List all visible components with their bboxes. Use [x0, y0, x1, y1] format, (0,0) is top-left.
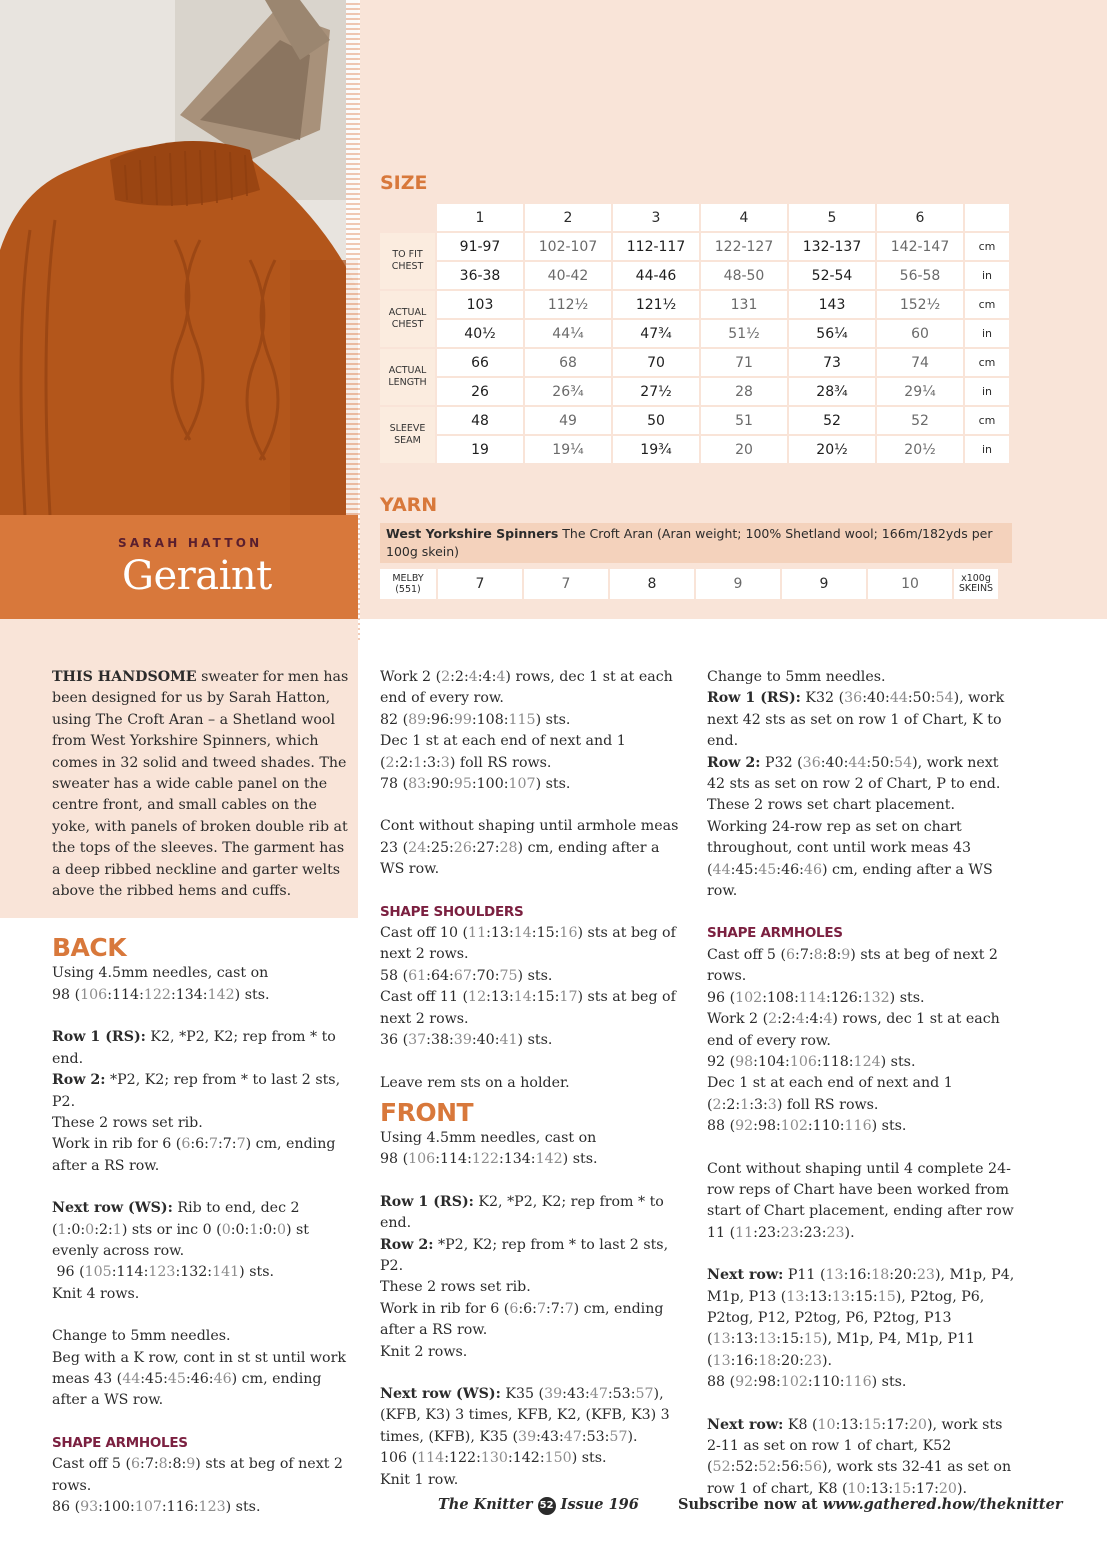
- unit-label: in: [965, 320, 1009, 347]
- size-value: 20: [701, 436, 787, 463]
- shape-shoulders-heading: SHAPE SHOULDERS: [380, 903, 524, 920]
- instruction: Change to 5mm needles. Beg with a K row, cont in st st until work meas 43 (44:45:45:46:46) cm, ending after a WS row.: [52, 1328, 346, 1409]
- instruction: Change to 5mm needles. Row 1 (RS): K32 (36:40:44:50:54), work next 42 sts as set on row 1 of Chart, K to end. Row 2: P32 (36:40:44:50:54), work next 42 sts as set on row 2 of Chart, P to end. These 2 rows set chart placement. Working 24-row rep as set on chart throughout, cont until work meas 43 (44:45:45:46:46) cm, ending after a WS row.: [707, 669, 1005, 900]
- instruction: Cast off 10 (11:13:14:15:16) sts at beg of next 2 rows. 58 (61:64:67:70:75) sts. Cast off 11 (12:13:14:15:17) sts at beg of next 2 rows. 36 (37:38:39:40:41) sts.: [380, 925, 676, 1049]
- front-heading: FRONT: [380, 1097, 474, 1127]
- unit-label: in: [965, 436, 1009, 463]
- shape-armholes-heading: SHAPE ARMHOLES: [52, 1434, 188, 1451]
- size-table: [378, 202, 1011, 465]
- instruction: Work 2 (2:2:4:4:4) rows, dec 1 st at each end of every row. 82 (89:96:99:108:115) sts. Dec 1 st at each end of next and 1 (2:2:1:3:3) foll RS rows. 78 (83:90:95:100:107) sts.: [380, 669, 673, 793]
- instruction: Cast off 5 (6:7:8:8:9) sts at beg of next 2 rows. 96 (102:108:114:126:132) sts. Work 2 (2:2:4:4:4) rows, dec 1 st at each end of every row. 92 (98:104:106:118:124) sts. Dec 1 st at each end of next and 1 (2:2:1:3:3) foll RS rows. 88 (92:98:102:110:116) sts.: [707, 946, 1000, 1135]
- instruction: Next row: P11 (13:16:18:20:23), M1p, P4, M1p, P13 (13:13:13:15:15), P2tog, P6, P2tog, P12, P2tog, P6, P2tog, P13 (13:13:13:15:15), M1p, P4, M1p, P11 (13:16:18:20:23). 88 (92:98:102:110:116) sts.: [707, 1267, 1015, 1391]
- yarn-heading: YARN: [380, 494, 438, 516]
- yarn-unit: x100g SKEINS: [954, 569, 998, 599]
- size-heading: SIZE: [380, 172, 428, 194]
- designer-name: SARAH HATTON: [118, 536, 263, 550]
- size-value: 143: [789, 291, 875, 318]
- size-value: 20½: [877, 436, 963, 463]
- magazine-name: The Knitter: [438, 1496, 533, 1513]
- size-value: 121½: [613, 291, 699, 318]
- subscribe-link[interactable]: www.gathered.how/theknitter: [822, 1496, 1063, 1513]
- size-value: 50: [613, 407, 699, 434]
- yarn-row: [380, 569, 998, 599]
- size-value: 51½: [701, 320, 787, 347]
- size-row: [380, 320, 1009, 347]
- size-row: [380, 349, 1009, 376]
- size-value: 29¼: [877, 378, 963, 405]
- size-value: 44¼: [525, 320, 611, 347]
- instruction: Cast off 5 (6:7:8:8:9) sts at beg of next 2 rows. 86 (93:100:107:116:123) sts.: [52, 1456, 343, 1515]
- size-number: 4: [701, 204, 787, 231]
- size-value: 74: [877, 349, 963, 376]
- size-value: 56-58: [877, 262, 963, 289]
- size-value: 112-117: [613, 233, 699, 260]
- size-value: 36-38: [437, 262, 523, 289]
- size-value: 44-46: [613, 262, 699, 289]
- size-value: 51: [701, 407, 787, 434]
- size-value: 71: [701, 349, 787, 376]
- instruction: Using 4.5mm needles, cast on 98 (106:114:122:134:142) sts.: [52, 965, 270, 1003]
- size-value: 27½: [613, 378, 699, 405]
- size-number: 3: [613, 204, 699, 231]
- size-value: 70: [613, 349, 699, 376]
- footer-magazine: [438, 1496, 639, 1515]
- size-value: 19¼: [525, 436, 611, 463]
- yarn-quantity: 10: [868, 569, 952, 599]
- yarn-quantity: 8: [610, 569, 694, 599]
- subscribe-text: Subscribe now at: [678, 1496, 823, 1513]
- size-value: 91-97: [437, 233, 523, 260]
- unit-label: cm: [965, 349, 1009, 376]
- size-value: 49: [525, 407, 611, 434]
- size-value: 142-147: [877, 233, 963, 260]
- size-value: 131: [701, 291, 787, 318]
- unit-label: cm: [965, 233, 1009, 260]
- size-value: 60: [877, 320, 963, 347]
- size-row: [380, 291, 1009, 318]
- measure-label: ACTUAL LENGTH: [380, 349, 435, 405]
- intro-paragraph: THIS HANDSOME sweater for men has been designed for us by Sarah Hatton, using The Croft Aran – a Shetland wool from West Yorkshire Spinners, which comes in 32 solid and tweed shades. The sweater has a wide cable panel on the centre front, and small cables on the yoke, with panels of broken double rib at the tops of the sleeves. The garment has a deep ribbed neckline and garter welts above the ribbed hems and cuffs.: [52, 669, 349, 900]
- size-number: 2: [525, 204, 611, 231]
- size-value: 56¼: [789, 320, 875, 347]
- footer-subscribe: [678, 1496, 1063, 1513]
- size-value: 26¾: [525, 378, 611, 405]
- size-value: 102-107: [525, 233, 611, 260]
- size-value: 52-54: [789, 262, 875, 289]
- yarn-quantity: 7: [438, 569, 522, 599]
- size-value: 19¾: [613, 436, 699, 463]
- size-value: 40-42: [525, 262, 611, 289]
- size-value: 28¾: [789, 378, 875, 405]
- instruction: Using 4.5mm needles, cast on 98 (106:114:122:134:142) sts.: [380, 1129, 598, 1168]
- yarn-quantity-table: [378, 567, 1000, 601]
- pattern-column-1: [52, 667, 352, 1518]
- measure-label: ACTUAL CHEST: [380, 291, 435, 347]
- instruction: Next row: K8 (10:13:15:17:20), work sts 2-11 as set on row 1 of chart, K52 (52:52:52:56:56), work sts 32-41 as set on row 1 of chart, K8 (10:13:15:17:20).: [707, 1416, 1012, 1497]
- shade-label: MELBY (551): [380, 569, 436, 599]
- pattern-column-3: [707, 667, 1017, 1500]
- size-value: 112½: [525, 291, 611, 318]
- yarn-details: The Croft Aran (Aran weight; 100% Shetland wool; 166m/182yds per 100g skein): [386, 526, 993, 559]
- yarn-quantity: 9: [782, 569, 866, 599]
- size-value: 47¾: [613, 320, 699, 347]
- yarn-brand: West Yorkshire Spinners: [386, 526, 559, 541]
- size-row: [380, 233, 1009, 260]
- measure-label: TO FIT CHEST: [380, 233, 435, 289]
- size-value: 52: [877, 407, 963, 434]
- size-row: [380, 378, 1009, 405]
- size-row: [380, 262, 1009, 289]
- size-value: 132-137: [789, 233, 875, 260]
- page-number: 52: [538, 1497, 556, 1515]
- measure-label: SLEEVE SEAM: [380, 407, 435, 463]
- yarn-quantity: 7: [524, 569, 608, 599]
- instruction: Cont without shaping until 4 complete 24-row reps of Chart have been worked from start of Chart placement, ending after row 11 (11:23:23:23:23).: [707, 1160, 1014, 1241]
- size-value: 152½: [877, 291, 963, 318]
- instruction: Leave rem sts on a holder.: [380, 1074, 570, 1091]
- size-number: 1: [437, 204, 523, 231]
- size-value: 122-127: [701, 233, 787, 260]
- size-value: 26: [437, 378, 523, 405]
- unit-label: in: [965, 378, 1009, 405]
- size-value: 40½: [437, 320, 523, 347]
- size-number: 6: [877, 204, 963, 231]
- unit-label: in: [965, 262, 1009, 289]
- yarn-quantity: 9: [696, 569, 780, 599]
- size-value: 68: [525, 349, 611, 376]
- size-value: 48: [437, 407, 523, 434]
- instruction: Row 1 (RS): K2, *P2, K2; rep from * to end. Row 2: *P2, K2; rep from * to last 2 sts, P2. These 2 rows set rib. Work in rib for 6 (6:6:7:7:7) cm, ending after a RS row.: [52, 1029, 341, 1174]
- size-value: 52: [789, 407, 875, 434]
- shape-armholes-heading: SHAPE ARMHOLES: [707, 925, 843, 942]
- unit-label: cm: [965, 407, 1009, 434]
- size-value: 20½: [789, 436, 875, 463]
- size-header-row: [380, 204, 1009, 231]
- size-value: 48-50: [701, 262, 787, 289]
- size-row: [380, 407, 1009, 434]
- back-heading: BACK: [52, 933, 127, 963]
- size-row: [380, 436, 1009, 463]
- instruction: Next row (WS): Rib to end, dec 2 (1:0:0:2:1) sts or inc 0 (0:0:1:0:0) st evenly across row. 96 (105:114:123:132:141) sts. Knit 4 rows.: [52, 1200, 309, 1302]
- size-corner-cell: [380, 204, 435, 231]
- pattern-title: Geraint: [122, 553, 272, 599]
- unit-cell-empty: [965, 204, 1009, 231]
- instruction: Cont without shaping until armhole meas 23 (24:25:26:27:28) cm, ending after a WS row.: [380, 818, 679, 878]
- size-value: 66: [437, 349, 523, 376]
- issue-number: Issue 196: [560, 1496, 639, 1513]
- sweater-photo: [0, 0, 358, 515]
- yarn-description: [380, 523, 1012, 563]
- size-value: 73: [789, 349, 875, 376]
- size-value: 103: [437, 291, 523, 318]
- size-number: 5: [789, 204, 875, 231]
- pattern-column-2: [380, 667, 685, 1491]
- instruction: Next row (WS): K35 (39:43:47:53:57), (KFB, K3) 3 times, KFB, K2, (KFB, K3) 3 times, (KFB), K35 (39:43:47:53:57). 106 (114:122:130:142:150) sts. Knit 1 row.: [380, 1385, 670, 1488]
- size-value: 19: [437, 436, 523, 463]
- unit-label: cm: [965, 291, 1009, 318]
- instruction: Row 1 (RS): K2, *P2, K2; rep from * to end. Row 2: *P2, K2; rep from * to last 2 sts, P2. These 2 rows set rib. Work in rib for 6 (6:6:7:7:7) cm, ending after a RS row. Knit 2 rows.: [380, 1193, 669, 1360]
- size-value: 28: [701, 378, 787, 405]
